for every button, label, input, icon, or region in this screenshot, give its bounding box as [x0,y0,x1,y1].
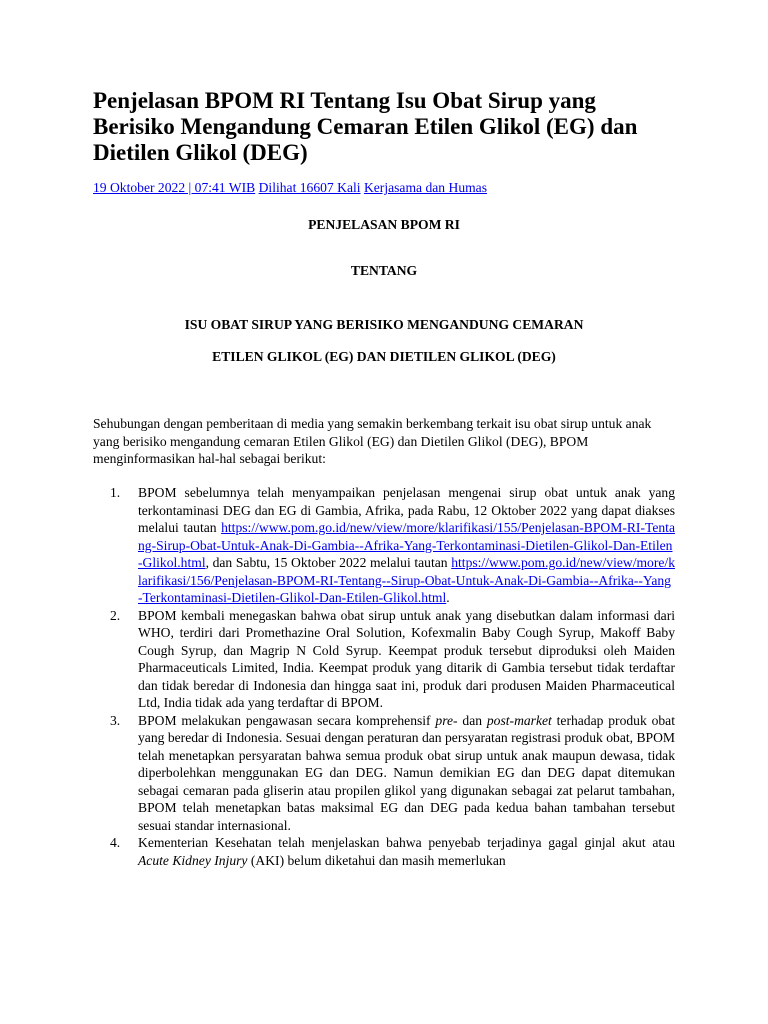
list-item-italic-text: post-market [486,712,552,728]
list-item [93,607,675,712]
list-item-text-part: BPOM sebelumnya telah menyampaikan penjelasan mengenai sirup obat untuk anak yang terkontaminasi DEG dan EG di Gambia, Afrika, pada Rabu, 12 Oktober 2022 yang dapat diakses melalui tautan [138,485,675,535]
list-item-text [138,484,675,607]
list-item-italic-text: Acute Kidney Injury [138,852,248,868]
heading-line-3: ISU OBAT SIRUP YANG BERISIKO MENGANDUNG CEMARAN [184,317,584,332]
list-item-text: BPOM kembali menegaskan bahwa obat sirup untuk anak yang disebutkan dalam informasi dari WHO, terdiri dari Promethazine Oral Solution, Kofexmalin Baby Cough Syrup, Makoff Baby Cough Syrup, dan Magrip N Cold Syrup. Keempat produk tersebut diproduksi oleh Maiden Pharmaceuticals Limited, India. Keempat produk yang ditarik di Gambia tersebut tidak terdaftar dan tidak beredar di Indonesia dan hingga saat ini, produk dari produsen Maiden Pharmaceutical Ltd, India tidak ada yang terdaftar di BPOM. [138,607,675,710]
list-item-number: 1. [110,485,121,500]
article-views-link[interactable]: Dilihat 16607 Kali [258,180,361,195]
list-item-text-part: BPOM melakukan pengawasan secara komprehensif [138,712,431,728]
list-item-text-part: . [446,590,450,605]
list-item [93,712,675,835]
article-meta [93,179,487,197]
list-item-text-part: Kementerian Kesehatan telah menjelaskan bahwa penyebab terjadinya gagal ginjal akut atau [138,835,675,850]
list-item-text-part: (AKI) belum diketahui dan masih memerlukan [250,852,506,868]
list-item [93,484,675,607]
intro-paragraph: Sehubungan dengan pemberitaan di media yang semakin berkembang terkait isu obat sirup untuk anak yang berisiko mengandung cemaran Etilen Glikol (EG) dan Dietilen Glikol (DEG), BPOM menginformasikan hal-hal sebagai berikut: [93,416,652,467]
heading-line-4: ETILEN GLIKOL (EG) DAN DIETILEN GLIKOL (DEG) [212,349,556,364]
heading-line-1: PENJELASAN BPOM RI [308,217,460,232]
list-item-text [138,712,675,835]
list-item-number: 4. [110,835,121,850]
klarifikasi-155-link[interactable]: https://www.pom.go.id/new/view/more/klarifikasi/155/Penjelasan-BPOM-RI-Tentang-Sirup-Obat-Untuk-Anak-Di-Gambia--Afrika-Yang-Terkontaminasi-Dietilen-Glikol-Dan-Etilen-Glikol.html [138,520,675,570]
list-item-number: 2. [110,607,121,623]
list-item-text-part: , dan Sabtu, 15 Oktober 2022 melalui tautan [205,555,448,570]
numbered-list [93,484,675,869]
list-item-number: 3. [110,712,121,728]
list-item-text-part: terhadap produk obat yang beredar di Indonesia. Sesuai dengan peraturan dan persyaratan registrasi produk obat, BPOM telah menetapkan persyaratan bahwa semua produk obat sirup untuk anak maupun dewasa, tidak diperbolehkan menggunakan EG dan DEG. Namun demikian EG dan DEG dapat ditemukan sebagai cemaran pada gliserin atau propilen glikol yang digunakan sebagai zat pelarut tambahan, BPOM telah menetapkan batas maksimal EG dan DEG pada kedua bahan tambahan tersebut sesuai standar internasional. [138,712,675,833]
heading-line-2: TENTANG [350,263,418,278]
list-item [93,834,675,869]
article-category-link[interactable]: Kerjasama dan Humas [363,180,488,195]
article-title: Penjelasan BPOM RI Tentang Isu Obat Sirup yang Berisiko Mengandung Cemaran Etilen Glikol (EG) dan Dietilen Glikol (DEG) [93,88,638,165]
list-item-text-part: dan [462,712,483,728]
list-item-text [138,834,675,869]
klarifikasi-156-link[interactable]: https://www.pom.go.id/new/view/more/klarifikasi/156/Penjelasan-BPOM-RI-Tentang--Sirup-Obat-Untuk-Anak-Di-Gambia--Afrika--Yang-Terkontaminasi-Dietilen-Glikol-Dan-Etilen-Glikol.html [138,555,675,605]
list-item-italic-text: pre- [435,712,458,728]
article-date-link[interactable]: 19 Oktober 2022 | 07:41 WIB [93,180,256,195]
